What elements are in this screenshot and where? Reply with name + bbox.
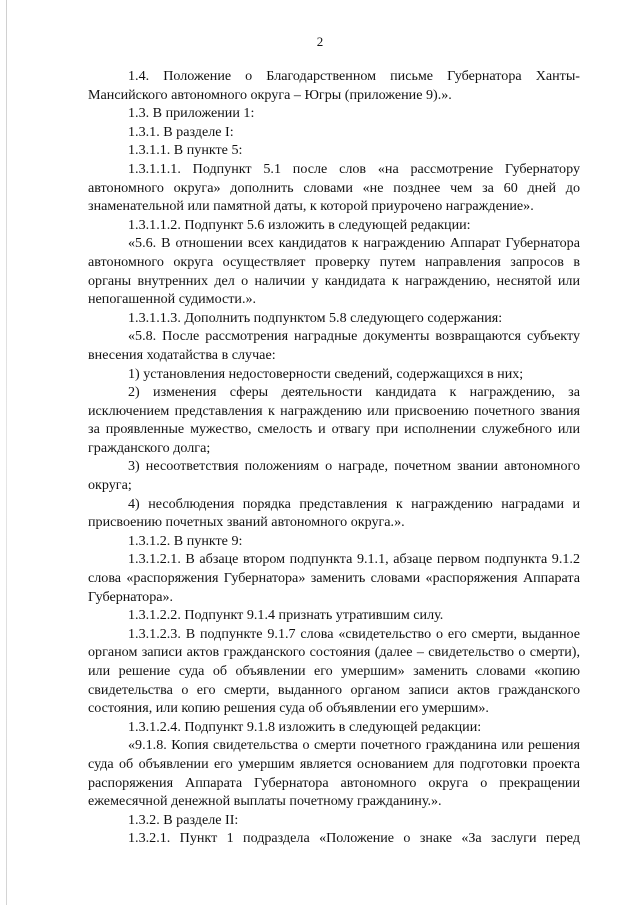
paragraph-quote-5-6: «5.6. В отношении всех кандидатов к награждению Аппарат Губернатора автономного округа осуществляет проверку путем направления запросов в органы внутренних дел о наличии у кандидата к награждению, неснятой или непогашенной судимости.». xyxy=(88,235,580,308)
paragraph-quote-5-8: «5.8. После рассмотрения наградные документы возвращаются субъекту внесения ходатайства в случае: xyxy=(88,328,580,363)
paragraph-1-3-2-1: 1.3.2.1. Пункт 1 подраздела «Положение о знаке «За заслуги перед xyxy=(128,830,580,847)
scan-edge-line xyxy=(6,0,7,905)
paragraph-1-3-2: 1.3.2. В разделе II: xyxy=(128,811,239,828)
paragraph-1-3-1-2-2: 1.3.1.2.2. Подпункт 9.1.4 признать утратившим силу. xyxy=(128,607,444,624)
document-body xyxy=(88,67,580,848)
paragraph-1-3-1-1: 1.3.1.1. В пункте 5: xyxy=(128,142,243,159)
list-item-3: 3) несоответствия положениям о награде, почетном звании автономного округа; xyxy=(88,458,580,494)
paragraph-1-3: 1.3. В приложении 1: xyxy=(128,105,255,122)
paragraph-1-3-1: 1.3.1. В разделе I: xyxy=(128,123,234,140)
paragraph-1-3-1-2-3: 1.3.1.2.3. В подпункте 9.1.7 слова «свидетельство о его смерти, выданное органом записи актов гражданского состояния (далее – свидетельство о смерти), или решение суда об объявлении его умершим» заменить словами «копию свидетельства о его смерти, выданного органом записи актов гражданского состояния, или копию решения суда об объявлении его умершим». xyxy=(88,625,580,717)
list-item-2: 2) изменения сферы деятельности кандидата к награждению, за исключением представления к награждению или присвоению почетного звания за проявленные мужество, смелость и отвагу при исполнении служебного или гражданского долга; xyxy=(88,384,580,456)
paragraph-1-3-1-1-2: 1.3.1.1.2. Подпункт 5.6 изложить в следующей редакции: xyxy=(128,216,471,233)
paragraph-1-3-1-2-4: 1.3.1.2.4. Подпункт 9.1.8 изложить в следующей редакции: xyxy=(128,718,482,735)
paragraph-quote-9-1-8: «9.1.8. Копия свидетельства о смерти почетного гражданина или решения суда об объявлении его умершим является основанием для подготовки проекта распоряжения Аппарата Губернатора автономного округа о прекращении ежемесячной денежной выплаты почетному гражданину.». xyxy=(88,737,580,810)
paragraph-1-3-1-2-1: 1.3.1.2.1. В абзаце втором подпункта 9.1.1, абзаце первом подпункта 9.1.2 слова «распоряжения Губернатора» заменить словами «распоряжения Аппарата Губернатора». xyxy=(88,551,580,605)
list-item-4: 4) несоблюдения порядка представления к награждению наградами и присвоению почетных званий автономного округа.». xyxy=(88,495,580,531)
paragraph-1-4-appendix9: 1.4. Положение о Благодарственном письме Губернатора Ханты-Мансийского автономного округа – Югры (приложение 9).». xyxy=(88,68,580,103)
paragraph-1-3-1-1-1: 1.3.1.1.1. Подпункт 5.1 после слов «на рассмотрение Губернатору автономного округа» дополнить словами «не позднее чем за 60 дней до знаменательной или памятной даты, к которой приурочено награждение». xyxy=(88,160,580,215)
paragraph-1-3-1-1-3: 1.3.1.1.3. Дополнить подпунктом 5.8 следующего содержания: xyxy=(128,309,503,326)
list-item-1: 1) установления недостоверности сведений, содержащихся в них; xyxy=(128,365,524,382)
page-number: 2 xyxy=(316,34,324,49)
paragraph-1-3-1-2: 1.3.1.2. В пункте 9: xyxy=(128,532,243,549)
